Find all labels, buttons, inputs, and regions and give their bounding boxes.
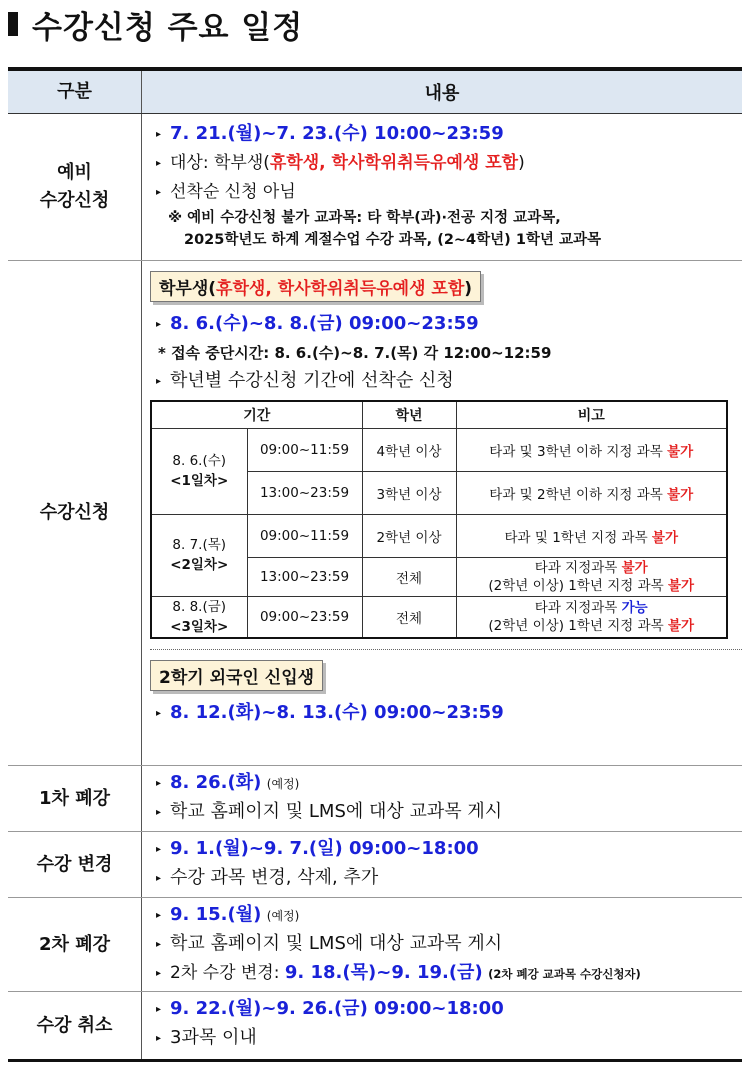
table-row: 13:00~23:59 3학년 이상 타과 및 2학년 이하 지정 과목 불가 <box>151 471 727 514</box>
label-first-closure: 1차 폐강 <box>8 766 142 831</box>
bullet-icon: ▸ <box>156 939 162 950</box>
bullet-icon: ▸ <box>156 807 162 818</box>
cancel-limit-line: ▸ 3과목 이내 <box>150 1024 742 1053</box>
pre-note-line2: 2025학년도 하계 계절수업 수강 과목, (2~4학년) 1학년 교과목 <box>184 232 602 248</box>
dotted-separator <box>150 649 742 650</box>
bullet-icon: ▸ <box>156 376 162 387</box>
bullet-icon: ▸ <box>156 158 162 169</box>
label-course-change: 수강 변경 <box>8 832 142 897</box>
title-bullet-bar <box>8 12 18 36</box>
cancel-period-line: ▸ 9. 22.(월)~9. 26.(금) 09:00~18:00 <box>150 995 742 1024</box>
bullet-icon: ▸ <box>156 873 162 884</box>
row-pre-registration <box>8 114 742 261</box>
row-second-closure <box>8 898 742 992</box>
table-header-row <box>8 71 742 114</box>
undergrad-box: 학부생(휴학생, 학사학위취득유예생 포함) <box>150 271 481 302</box>
pre-period-line: ▸ 7. 21.(월)~7. 23.(수) 10:00~23:59 <box>150 120 742 149</box>
close2-change-line: ▸ 2차 수강 변경: 9. 18.(목)~9. 19.(금) (2차 폐강 교과목 수강신청자) <box>150 959 742 988</box>
row-course-change <box>8 832 742 898</box>
reg-period-line: ▸ 8. 6.(수)~8. 8.(금) 09:00~23:59 <box>150 310 742 339</box>
inner-header-note: 비고 <box>456 401 727 428</box>
bullet-icon: ▸ <box>156 968 162 979</box>
foreign-period-line: ▸ 8. 12.(화)~8. 13.(수) 09:00~23:59 <box>150 699 742 728</box>
reg-downtime-line: * 접속 중단시간: 8. 6.(수)~8. 7.(목) 각 12:00~12:59 <box>158 344 552 362</box>
content-second-closure <box>142 898 742 991</box>
table-row: 8. 7.(목) <2일차> 09:00~11:59 2학년 이상 타과 및 1학년 지정 과목 불가 <box>151 514 727 557</box>
label-registration: 수강신청 <box>8 261 142 765</box>
page-title-text: 수강신청 주요 일정 <box>32 9 304 46</box>
content-course-cancel <box>142 992 742 1059</box>
registration-period-table <box>150 400 728 639</box>
inner-header-row <box>151 401 727 428</box>
header-category: 구분 <box>8 71 142 113</box>
label-course-cancel: 수강 취소 <box>8 992 142 1059</box>
schedule-table <box>8 67 742 1062</box>
close1-date-line: ▸ 8. 26.(화) (예정) <box>150 769 742 798</box>
content-registration <box>142 261 742 765</box>
bullet-icon: ▸ <box>156 129 162 140</box>
day2-cell: 8. 7.(목) <2일차> <box>151 514 247 596</box>
content-first-closure <box>142 766 742 831</box>
change-period-line: ▸ 9. 1.(월)~9. 7.(일) 09:00~18:00 <box>150 835 742 864</box>
bullet-icon: ▸ <box>156 187 162 198</box>
page-title <box>8 4 303 44</box>
label-pre-registration: 예비 수강신청 <box>8 114 142 260</box>
reg-first-come-line: ▸ 학년별 수강신청 기간에 선착순 신청 <box>150 367 742 396</box>
pre-target-line: ▸ 대상: 학부생(휴학생, 학사학위취득유예생 포함) <box>150 149 742 178</box>
close2-date-line: ▸ 9. 15.(월) (예정) <box>150 901 742 930</box>
content-pre-registration <box>142 114 742 260</box>
inner-header-grade: 학년 <box>362 401 456 428</box>
close1-notice-line: ▸ 학교 홈페이지 및 LMS에 대상 교과목 게시 <box>150 798 742 827</box>
bullet-icon: ▸ <box>156 910 162 921</box>
change-detail-line: ▸ 수강 과목 변경, 삭제, 추가 <box>150 864 742 893</box>
table-row: 8. 8.(금) <3일차> 09:00~23:59 전체 타과 지정과목 가능 (2학년 이상) 1학년 지정 과목 불가 <box>151 596 727 638</box>
bullet-icon: ▸ <box>156 707 162 719</box>
inner-header-period: 기간 <box>151 401 362 428</box>
close2-notice-line: ▸ 학교 홈페이지 및 LMS에 대상 교과목 게시 <box>150 930 742 959</box>
foreign-freshman-box: 2학기 외국인 신입생 <box>150 660 323 691</box>
row-course-cancel <box>8 992 742 1059</box>
bullet-icon: ▸ <box>156 1033 162 1044</box>
label-second-closure: 2차 폐강 <box>8 898 142 991</box>
content-course-change <box>142 832 742 897</box>
bullet-icon: ▸ <box>156 844 162 855</box>
bullet-icon: ▸ <box>156 778 162 789</box>
day1-cell: 8. 6.(수) <1일차> <box>151 428 247 514</box>
bullet-icon: ▸ <box>156 319 162 330</box>
header-content: 내용 <box>424 83 460 104</box>
row-registration <box>8 261 742 766</box>
day3-cell: 8. 8.(금) <3일차> <box>151 596 247 638</box>
table-row: 8. 6.(수) <1일차> 09:00~11:59 4학년 이상 타과 및 3학년 이하 지정 과목 불가 <box>151 428 727 471</box>
pre-first-come-line: ▸ 선착순 신청 아님 <box>150 178 742 207</box>
pre-note-line1: ※ 예비 수강신청 불가 교과목: 타 학부(과)·전공 지정 교과목, <box>168 210 561 226</box>
table-row: 13:00~23:59 전체 타과 지정과목 불가 (2학년 이상) 1학년 지정 과목 불가 <box>151 557 727 596</box>
bullet-icon: ▸ <box>156 1004 162 1015</box>
row-first-closure <box>8 766 742 832</box>
